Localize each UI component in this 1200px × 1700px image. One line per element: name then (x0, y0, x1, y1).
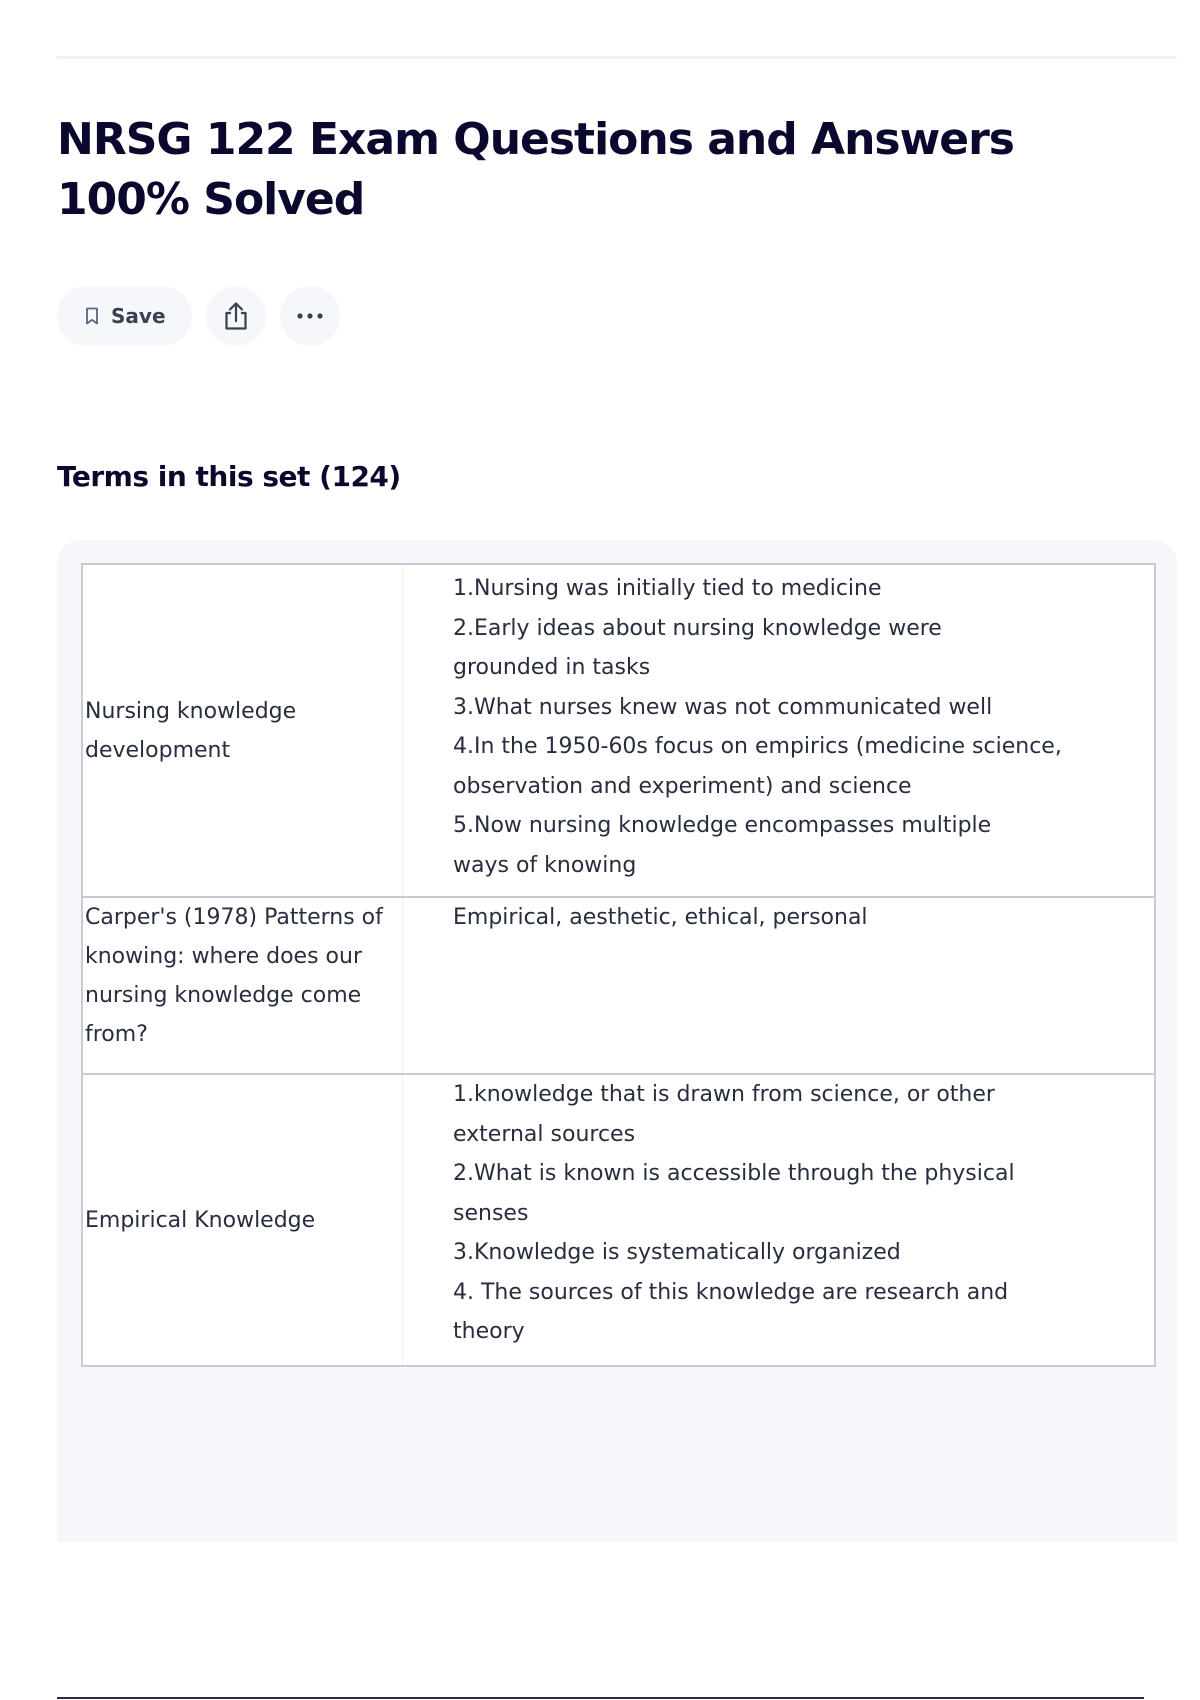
definition-line: 2.What is known is accessible through the physical (453, 1161, 1015, 1186)
save-label: Save (111, 304, 166, 328)
term-text: Nursing knowledge development (85, 698, 297, 763)
terms-heading: Terms in this set (124) (57, 460, 401, 493)
more-horizontal-icon (296, 312, 324, 320)
term-row (83, 898, 1154, 1075)
definition-line: external sources (453, 1121, 636, 1147)
definition-cell (403, 898, 1154, 1073)
term-row (83, 565, 1154, 898)
definition-cell (403, 565, 1154, 896)
definition-line: 4. The sources of this knowledge are research and (453, 1279, 1009, 1305)
term-cell (83, 1075, 403, 1365)
save-button[interactable] (57, 286, 192, 346)
definition-line: 5.Now nursing knowledge encompasses multiple (453, 813, 992, 838)
definition-line: 1.Nursing was initially tied to medicine (453, 576, 882, 601)
share-icon (223, 301, 249, 331)
definition-line: Empirical, aesthetic, ethical, personal (453, 905, 868, 930)
definition-line: senses (453, 1200, 529, 1226)
terms-table (81, 563, 1156, 1367)
term-text: Empirical Knowledge (85, 1207, 316, 1233)
definition-line: ways of knowing (453, 852, 637, 878)
page-title: NRSG 122 Exam Questions and Answers 100% Solved (57, 114, 1014, 225)
definition-line: 3.What nurses knew was not communicated well (453, 694, 993, 720)
term-row (83, 1075, 1154, 1365)
term-cell (83, 898, 403, 1073)
bookmark-icon (85, 307, 99, 325)
action-bar (57, 286, 340, 346)
definition-line: 1.knowledge that is drawn from science, or other (453, 1082, 995, 1107)
definition-line: 2.Early ideas about nursing knowledge were (453, 615, 942, 641)
more-options-button[interactable] (280, 286, 340, 346)
definition-line: observation and experiment) and science (453, 773, 912, 799)
share-button[interactable] (206, 286, 266, 346)
bottom-divider (57, 1697, 1144, 1699)
definition-cell (403, 1075, 1154, 1365)
definition-line: grounded in tasks (453, 655, 651, 680)
definition-line: 4.In the 1950-60s focus on empirics (medicine science, (453, 734, 1062, 759)
definition-line: 3.Knowledge is systematically organized (453, 1240, 901, 1265)
top-divider (57, 56, 1177, 59)
term-cell (83, 565, 403, 896)
definition-line: theory (453, 1319, 525, 1344)
term-text: Carper's (1978) Patterns of knowing: where does our nursing knowledge come from? (85, 905, 383, 1047)
